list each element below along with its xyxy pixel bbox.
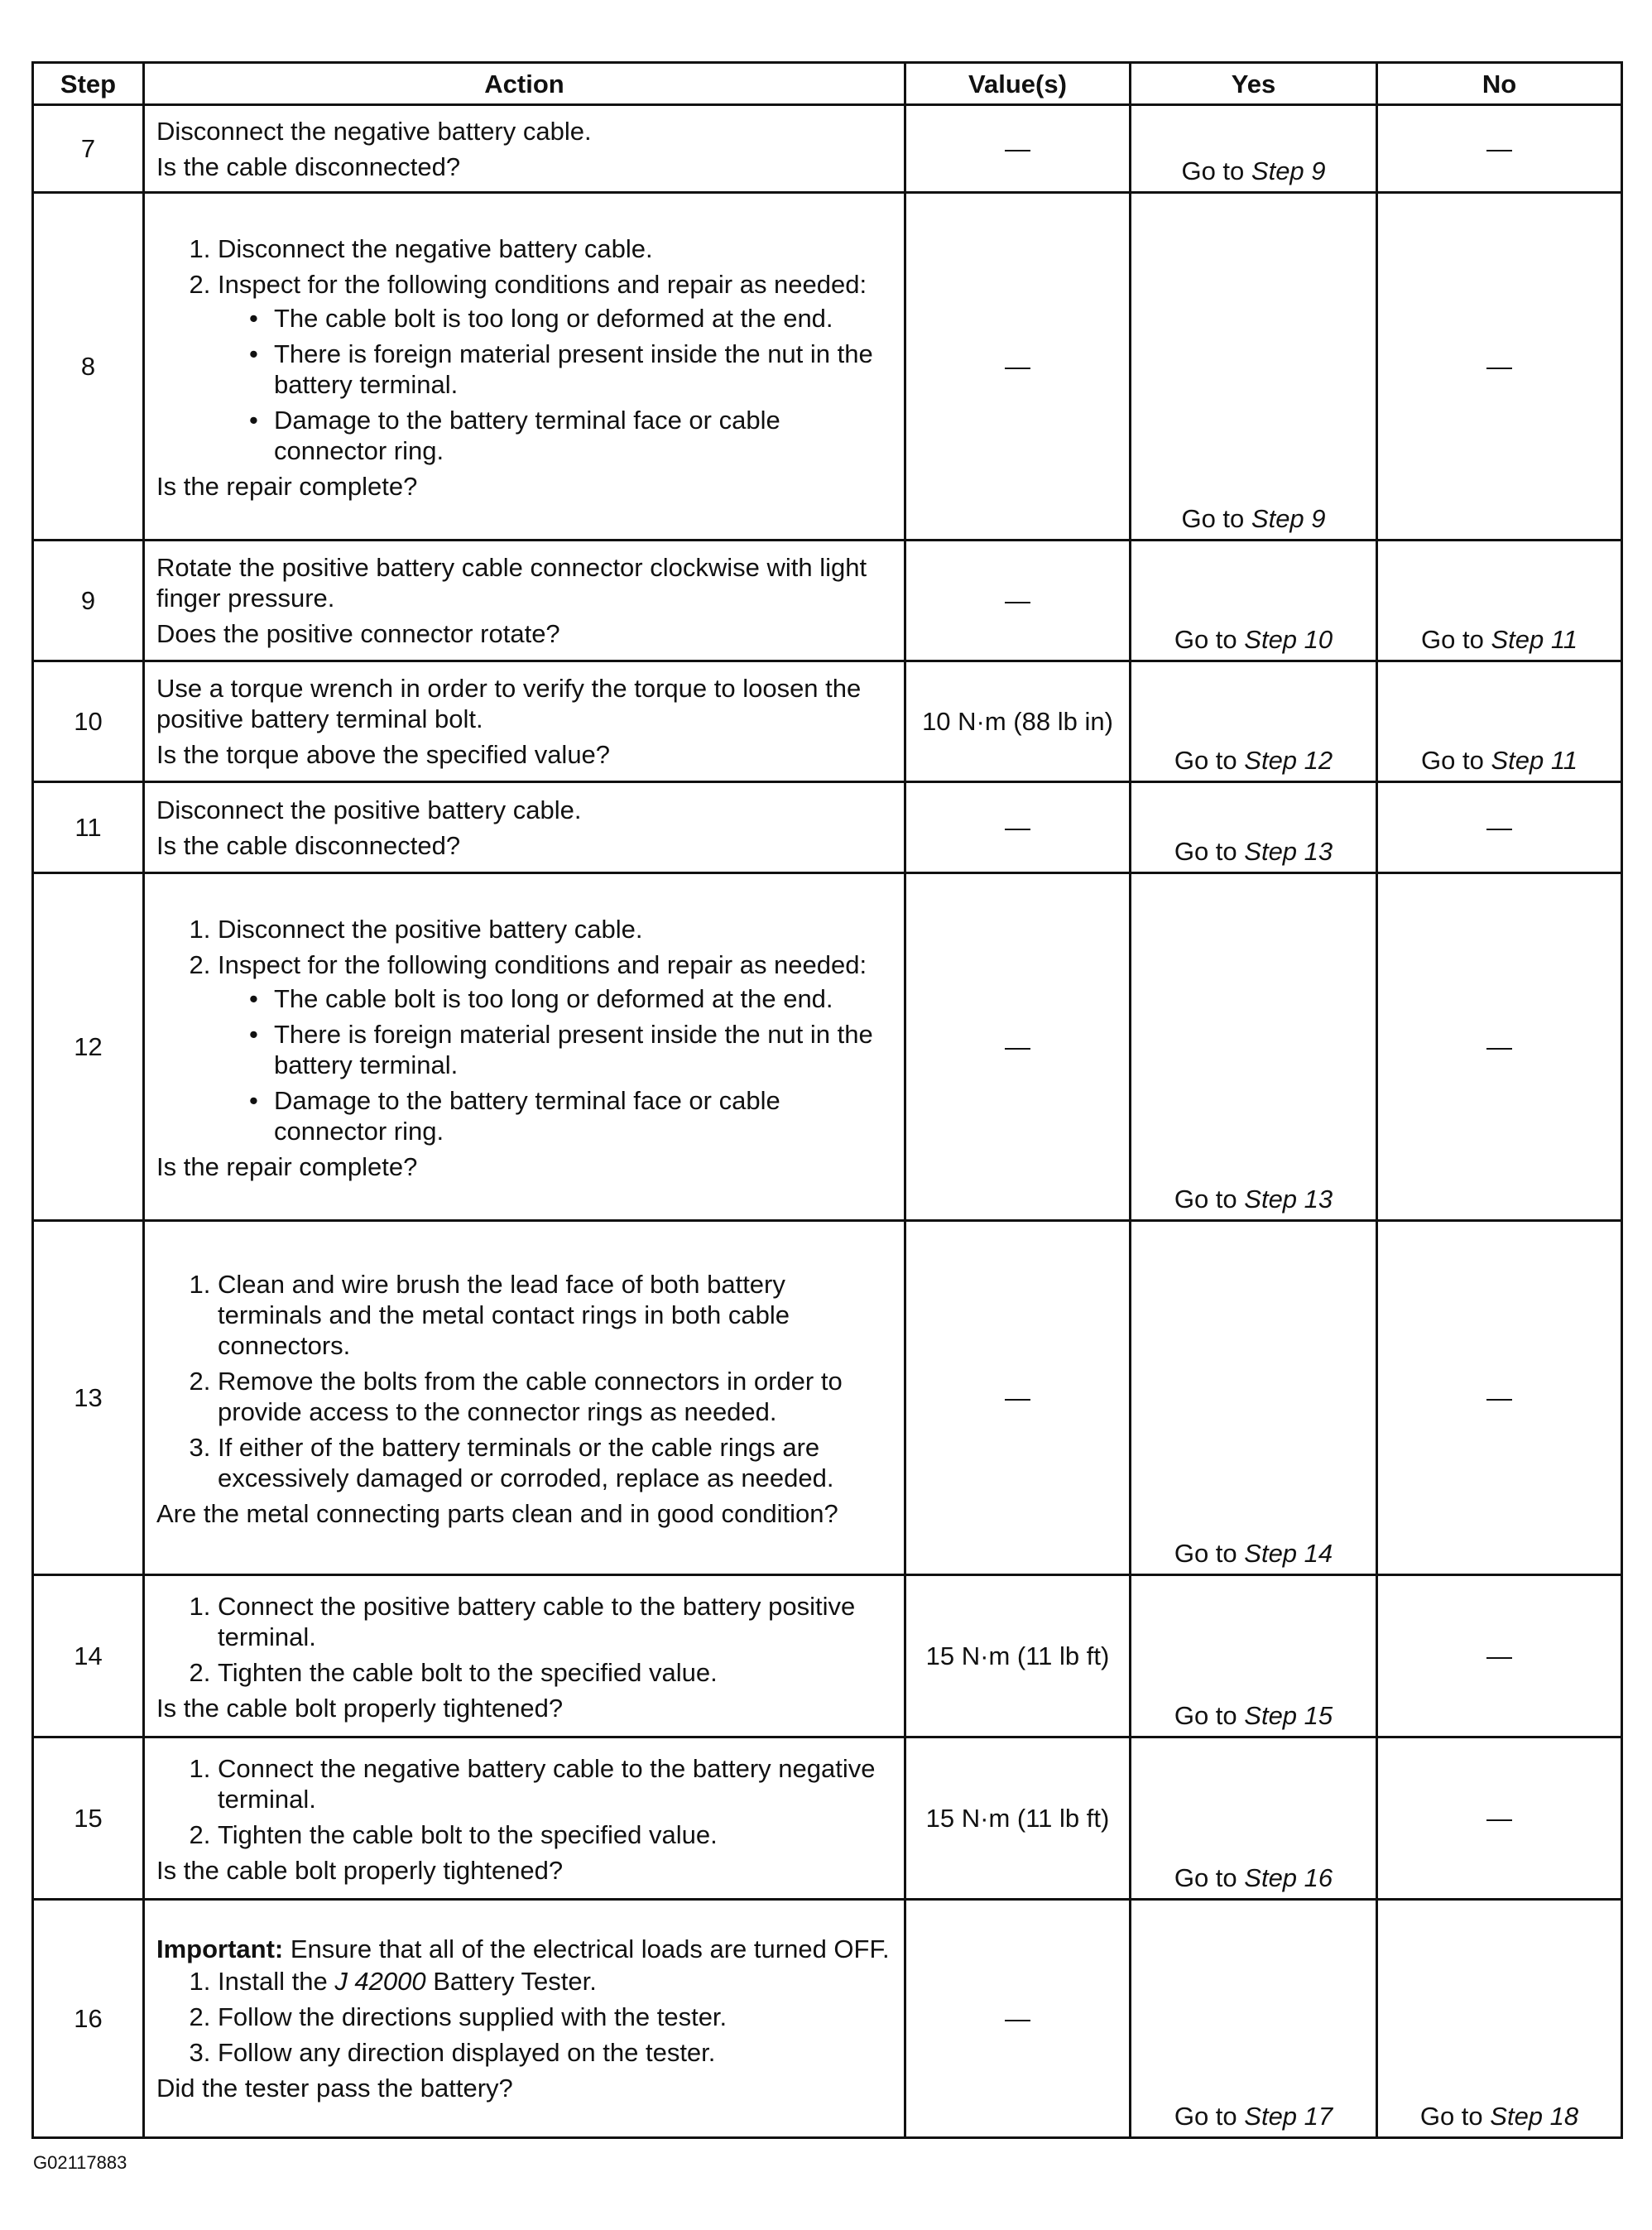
action-cell [144,1737,905,1900]
no-cell [1377,1737,1622,1900]
list-item: 2. Remove the bolts from the cable connectors in order to provide access to the connector rings as needed. [218,1366,896,1427]
yes-cell [1131,1575,1377,1737]
goto-prefix: Go to [1174,2102,1237,2131]
list-item: 1. Disconnect the positive battery cable. [218,914,896,944]
action-cell [144,193,905,541]
action-text: Rotate the positive battery cable connector clockwise with light finger pressure. [156,553,867,613]
action-text: Disconnect the negative battery cable. [156,116,592,146]
diagnostic-steps-table [31,61,1623,2139]
question-text: Are the metal connecting parts clean and in good condition? [156,1498,838,1528]
goto-step: Step 16 [1244,1863,1333,1892]
no-cell [1377,105,1622,193]
bullet-item: • Damage to the battery terminal face or cable connector ring. [249,1085,896,1146]
question-text: Is the cable bolt properly tightened? [156,1855,564,1885]
list-item-text: Inspect for the following conditions and repair as needed: [218,269,867,299]
dash-value: — [1005,586,1030,615]
question-text: Is the cable disconnected? [156,830,461,860]
step-number: 9 [33,541,144,661]
numbered-list [156,914,896,1146]
bullet-list [218,983,896,1146]
action-text: Use a torque wrench in order to verify the torque to loosen the positive battery terminal bolt. [156,674,862,733]
value-cell [905,1575,1131,1737]
no-cell [1377,1221,1622,1575]
list-item-text: Inspect for the following conditions and repair as needed: [218,949,867,979]
question-text: Is the cable bolt properly tightened? [156,1693,564,1723]
bullet-item: • Damage to the battery terminal face or cable connector ring. [249,405,896,466]
table-row [33,1737,1622,1900]
dash-value: — [1486,1804,1512,1833]
list-item: 1. Connect the positive battery cable to the battery positive terminal. [218,1591,896,1652]
step-number: 10 [33,661,144,782]
value-cell [905,105,1131,193]
action-cell [144,1900,905,2138]
no-cell [1377,782,1622,873]
question-text: Did the tester pass the battery? [156,2074,513,2103]
action-cell [144,541,905,661]
table-row [33,873,1622,1221]
goto-link[interactable] [1131,503,1376,534]
value-cell [905,782,1131,873]
goto-prefix: Go to [1174,1539,1237,1568]
numbered-list [156,233,896,466]
yes-cell [1131,1221,1377,1575]
list-item: 1. Connect the negative battery cable to the battery negative terminal. [218,1753,896,1814]
goto-step: Step 9 [1251,156,1326,185]
list-item: 2. Tighten the cable bolt to the specified value. [218,1657,896,1688]
list-item-text: Install the [218,1967,335,1996]
goto-prefix: Go to [1174,746,1237,775]
list-item: 2. Follow the directions supplied with the tester. [218,2002,896,2032]
important-note [156,1934,896,1964]
goto-step: Step 17 [1244,2102,1333,2131]
dash-value: — [1005,813,1030,842]
bullet-list [218,303,896,466]
header-yes: Yes [1131,63,1377,105]
step-number: 8 [33,193,144,541]
dash-value: — [1486,1032,1512,1061]
yes-cell [1131,105,1377,193]
table-row [33,193,1622,541]
goto-step: Step 18 [1490,2102,1579,2131]
dash-value: — [1486,134,1512,163]
goto-step: Step 13 [1244,1185,1333,1214]
step-number: 11 [33,782,144,873]
step-number: 14 [33,1575,144,1737]
value-cell [905,873,1131,1221]
tool-number: J 42000 [334,1967,426,1996]
table-row [33,541,1622,661]
goto-prefix: Go to [1174,1863,1237,1892]
question-text: Is the repair complete? [156,1151,418,1181]
action-cell [144,1221,905,1575]
dash-value: — [1486,1641,1512,1670]
list-item: 3. If either of the battery terminals or the cable rings are excessively damaged or corroded, replace as needed. [218,1432,896,1493]
no-cell [1377,873,1622,1221]
header-row [33,63,1622,105]
numbered-list [156,1591,896,1688]
goto-step: Step 10 [1244,625,1333,654]
no-cell [1377,541,1622,661]
table-row [33,661,1622,782]
goto-prefix: Go to [1419,2102,1483,2131]
yes-cell [1131,1737,1377,1900]
question-text: Is the repair complete? [156,471,418,501]
list-item: 1. Disconnect the negative battery cable. [218,233,896,264]
numbered-list [156,1269,896,1493]
step-number: 12 [33,873,144,1221]
list-item-text: Battery Tester. [425,1967,597,1996]
goto-step: Step 13 [1244,837,1333,866]
table-row [33,105,1622,193]
list-item [218,1966,896,1997]
dash-value: — [1005,1383,1030,1412]
list-item: 3. Follow any direction displayed on the tester. [218,2037,896,2068]
yes-cell [1131,661,1377,782]
dash-value: — [1486,813,1512,842]
list-item [218,269,896,466]
header-step: Step [33,63,144,105]
important-text: Ensure that all of the electrical loads are turned OFF. [283,1934,890,1963]
goto-link[interactable] [1378,624,1621,655]
bullet-item: • There is foreign material present inside the nut in the battery terminal. [249,1019,896,1080]
no-cell [1377,661,1622,782]
goto-prefix: Go to [1174,1701,1237,1730]
goto-link[interactable] [1131,624,1376,655]
dash-value: — [1486,352,1512,381]
step-number: 15 [33,1737,144,1900]
goto-prefix: Go to [1174,1185,1237,1214]
header-values: Value(s) [905,63,1131,105]
goto-step: Step 11 [1491,625,1578,654]
no-cell [1377,1900,1622,2138]
goto-link[interactable] [1131,1538,1376,1569]
yes-cell [1131,1900,1377,2138]
numbered-list [156,1753,896,1850]
torque-value: 10 N·m (88 lb in) [922,707,1113,736]
header-no: No [1377,63,1622,105]
goto-step: Step 15 [1244,1701,1333,1730]
value-cell [905,1221,1131,1575]
value-cell [905,1737,1131,1900]
goto-link[interactable] [1131,1700,1376,1731]
step-number: 13 [33,1221,144,1575]
goto-prefix: Go to [1420,625,1484,654]
step-number: 7 [33,105,144,193]
dash-value: — [1005,352,1030,381]
bullet-item: • The cable bolt is too long or deformed at the end. [249,303,896,334]
goto-link[interactable] [1131,2101,1376,2131]
dash-value: — [1486,1383,1512,1412]
goto-prefix: Go to [1174,625,1237,654]
yes-cell [1131,541,1377,661]
value-cell [905,1900,1131,2138]
question-text: Does the positive connector rotate? [156,619,560,648]
table-row [33,1900,1622,2138]
action-cell [144,782,905,873]
step-number: 16 [33,1900,144,2138]
table-row [33,1221,1622,1575]
goto-prefix: Go to [1181,504,1245,533]
header-action: Action [144,63,905,105]
action-cell [144,661,905,782]
list-item [218,949,896,1146]
goto-step: Step 11 [1491,746,1578,775]
bullet-item: • There is foreign material present inside the nut in the battery terminal. [249,339,896,400]
goto-link[interactable] [1131,1862,1376,1893]
goto-link[interactable] [1131,1184,1376,1214]
bullet-item: • The cable bolt is too long or deformed at the end. [249,983,896,1014]
question-text: Is the torque above the specified value? [156,740,611,769]
yes-cell [1131,873,1377,1221]
action-cell [144,105,905,193]
goto-step: Step 9 [1251,504,1326,533]
torque-value: 15 N·m (11 lb ft) [925,1804,1110,1833]
numbered-list [156,1966,896,2068]
goto-link[interactable] [1131,745,1376,776]
table-row [33,1575,1622,1737]
goto-step: Step 12 [1244,746,1333,775]
action-cell [144,1575,905,1737]
action-text: Disconnect the positive battery cable. [156,795,582,824]
goto-link[interactable] [1131,156,1376,186]
goto-link[interactable] [1378,2101,1621,2131]
goto-prefix: Go to [1181,156,1245,185]
action-cell [144,873,905,1221]
question-text: Is the cable disconnected? [156,151,461,181]
yes-cell [1131,193,1377,541]
goto-link[interactable] [1378,745,1621,776]
value-cell [905,541,1131,661]
value-cell [905,661,1131,782]
value-cell [905,193,1131,541]
yes-cell [1131,782,1377,873]
no-cell [1377,193,1622,541]
figure-id: G02117883 [33,2152,127,2173]
dash-value: — [1005,1032,1030,1061]
goto-prefix: Go to [1420,746,1484,775]
dash-value: — [1005,2004,1030,2033]
list-item: 2. Tighten the cable bolt to the specified value. [218,1819,896,1850]
dash-value: — [1005,134,1030,163]
no-cell [1377,1575,1622,1737]
torque-value: 15 N·m (11 lb ft) [925,1641,1110,1670]
goto-link[interactable] [1131,836,1376,867]
important-label: Important: [156,1934,284,1963]
list-item: 1. Clean and wire brush the lead face of both battery terminals and the metal contact rings in both cable connectors. [218,1269,896,1361]
table-row [33,782,1622,873]
goto-prefix: Go to [1174,837,1237,866]
goto-step: Step 14 [1244,1539,1333,1568]
